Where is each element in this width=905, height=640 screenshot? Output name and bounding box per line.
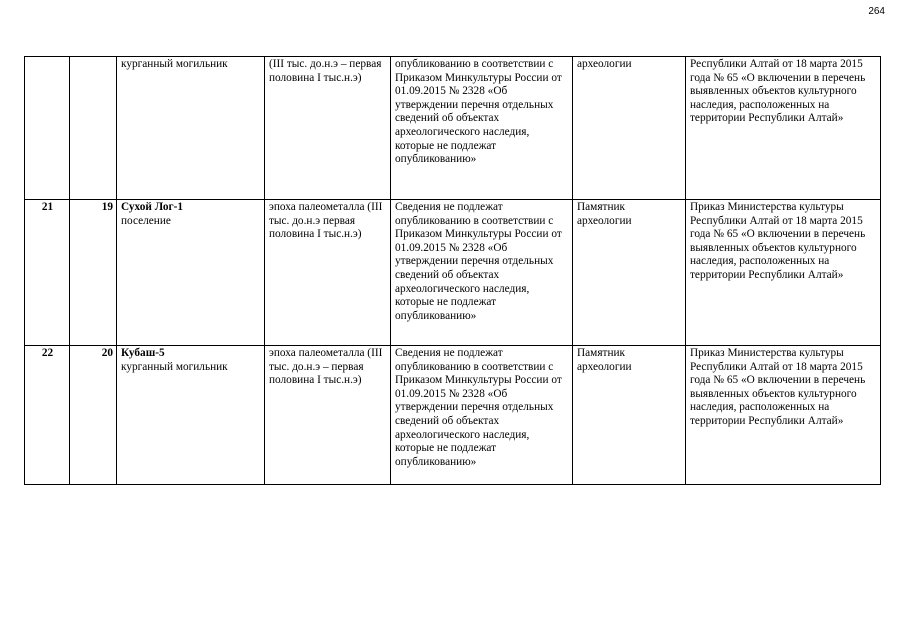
object-name-cell [117,200,265,346]
heritage-registry-table [24,56,881,485]
location-cell [391,200,573,346]
location-cell [391,346,573,485]
table-row [25,346,881,485]
document: Республики Алтай от 18 марта 2015 года № 65 «О включении в перечень выявленных объектов культурного наследия, расположенных на территории Республики Алтай» [690,58,866,125]
location: Сведения не подлежат опубликованию в соответствии с Приказом Минкультуры России от 01.09.2015 № 2328 «Об утверждении перечня отдельных сведений об объектах археологического наследия, которые не подлежат опубликованию» [395,347,562,468]
row-number: 22 [25,346,70,485]
object-name-cell [117,346,265,485]
registry-number: 20 [70,346,117,485]
location-cell [391,57,573,200]
document: Приказ Министерства культуры Республики Алтай от 18 марта 2015 года № 65 «О включении в перечень выявленных объектов культурного наследия, расположенных на территории Республики Алтай» [690,201,866,281]
table-row [25,200,881,346]
registry-number [70,57,117,200]
object-name-cell [117,57,265,200]
row-number [25,57,70,200]
dating: эпоха палеометалла (III тыс. до.н.э первая половина I тыс.н.э) [269,201,383,241]
object-type: курганный могильник [121,360,228,373]
location: опубликованию в соответствии с Приказом Минкультуры России от 01.09.2015 № 2328 «Об утверждении перечня отдельных сведений об объектах археологического наследия, которые не подлежат опубликованию» [395,58,562,166]
document-cell [686,346,881,485]
category: археологии [577,58,632,70]
category-cell [573,200,686,346]
category: Памятник археологии [577,201,632,227]
registry-number: 19 [70,200,117,346]
dating: эпоха палеометалла (III тыс. до.н.э – первая половина I тыс.н.э) [269,347,383,387]
page-number: 264 [868,6,885,17]
object-type: курганный могильник [121,58,228,70]
dating-cell [265,200,391,346]
dating-cell [265,57,391,200]
row-number: 21 [25,200,70,346]
object-name: Кубаш-5 [121,347,165,359]
category-cell [573,57,686,200]
location: Сведения не подлежат опубликованию в соответствии с Приказом Минкультуры России от 01.09.2015 № 2328 «Об утверждении перечня отдельных сведений об объектах археологического наследия, которые не подлежат опубликованию» [395,201,562,322]
table-row [25,57,881,200]
dating: (III тыс. до.н.э – первая половина I тыс.н.э) [269,58,382,84]
dating-cell [265,346,391,485]
document-cell [686,200,881,346]
object-name: Сухой Лог-1 [121,201,184,213]
object-type: поселение [121,214,171,227]
document-cell [686,57,881,200]
document: Приказ Министерства культуры Республики Алтай от 18 марта 2015 года № 65 «О включении в перечень выявленных объектов культурного наследия, расположенных на территории Республики Алтай» [690,347,866,427]
category: Памятник археологии [577,347,632,373]
category-cell [573,346,686,485]
